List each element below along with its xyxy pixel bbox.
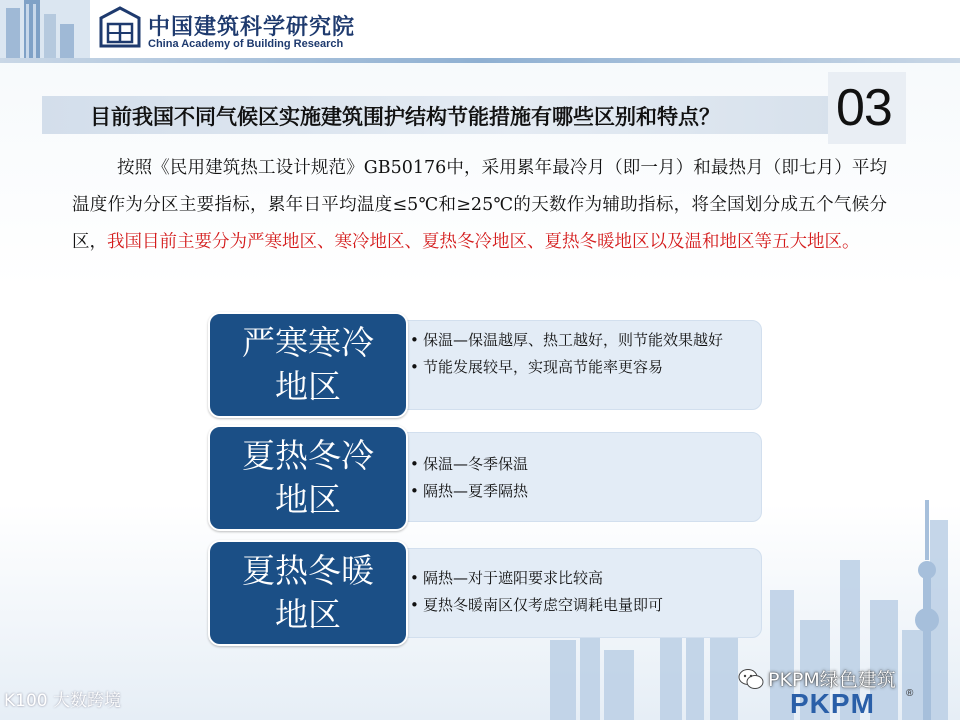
slide-title: 目前我国不同气候区实施建筑围护结构节能措施有哪些区别和特点？ (90, 105, 720, 129)
watermark-prefix: K100 (4, 691, 48, 711)
zone-bullet: • 节能发展较早，实现高节能率更容易 (410, 357, 755, 378)
zone-card-header (208, 540, 408, 646)
zone-name-line2: 地区 (275, 480, 341, 519)
zone-card-header (208, 425, 408, 531)
org-name-cn: 中国建筑科学研究院 (148, 14, 356, 40)
intro-highlight: 我国目前主要分为严寒地区、寒冷地区、夏热冬冷地区、夏热冬暖地区以及温和地区等五大地区。 (107, 232, 860, 252)
zone-name-line1: 严寒寒冷 (242, 323, 374, 362)
zone-name-line1: 夏热冬暖 (242, 551, 374, 590)
zone-name-line2: 地区 (275, 595, 341, 634)
header-divider (0, 58, 960, 63)
watermark-text: 大数跨境 (53, 691, 122, 711)
zone-bullet: • 保温—保温越厚、热工越好，则节能效果越好 (410, 330, 755, 351)
zone-name-line2: 地区 (275, 367, 341, 406)
intro-text: 按照《民用建筑热工设计规范》GB50176中，采用累年最冷月（即一月）和最热月（即七月）平均温度作为分区主要指标，累年日平均温度≤5℃和≥25℃的天数作为辅助指标，将全国划分成五个气候分区， (72, 158, 887, 252)
intro-paragraph (72, 150, 887, 261)
zone-bullet: • 隔热—夏季隔热 (410, 481, 755, 502)
wechat-account-name: PKPM绿色建筑 (768, 669, 896, 691)
pkpm-logo: PKPM (790, 688, 875, 719)
cabr-logo-icon (98, 6, 142, 50)
header-buildings-image (0, 0, 90, 58)
section-number: 03 (836, 79, 892, 137)
registered-mark: ® (906, 688, 914, 699)
org-name-en: China Academy of Building Research (148, 38, 344, 50)
watermark-left (4, 686, 121, 711)
zone-bullet: • 隔热—对于遮阳要求比较高 (410, 568, 755, 589)
wechat-icon (738, 668, 764, 690)
zone-bullet-list (410, 568, 755, 622)
zone-bullet: • 夏热冬暖南区仅考虑空调耗电量即可 (410, 595, 755, 616)
zone-name-line1: 夏热冬冷 (242, 436, 374, 475)
zone-card-header (208, 312, 408, 418)
zone-bullet-list (410, 330, 755, 384)
header (0, 0, 960, 62)
zone-bullet-list (410, 454, 755, 508)
zone-bullet: • 保温—冬季保温 (410, 454, 755, 475)
